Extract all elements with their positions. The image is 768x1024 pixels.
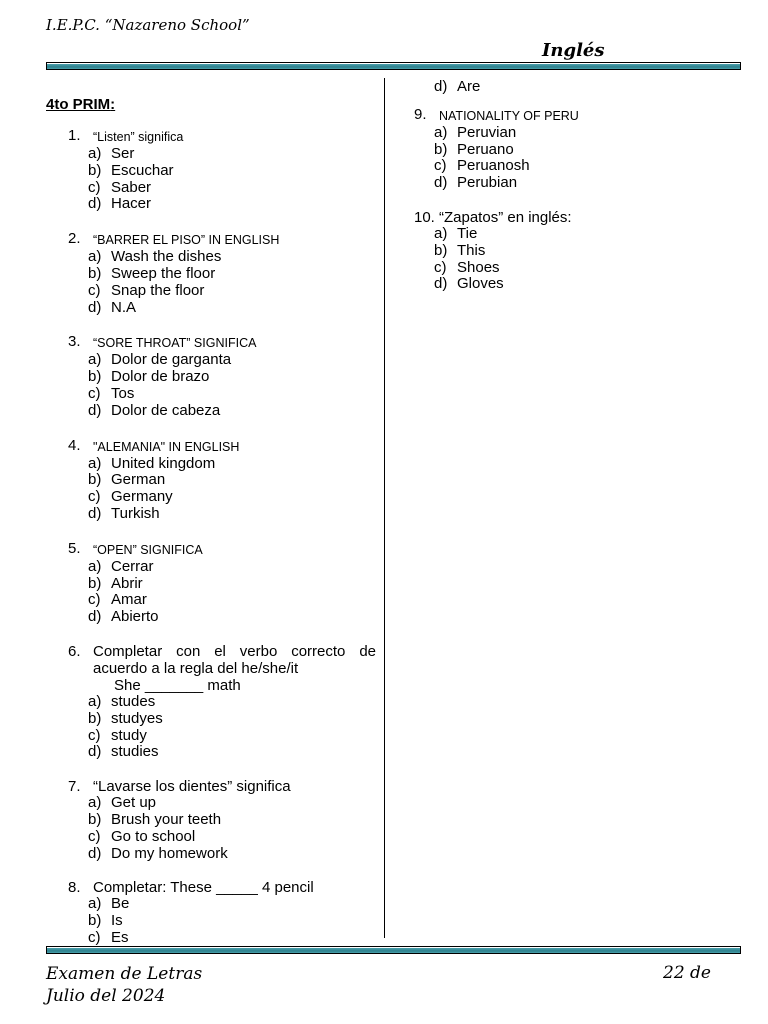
question — [68, 778, 376, 862]
answer-option — [88, 694, 376, 711]
answer-option — [88, 489, 376, 506]
option-text: Es — [111, 928, 129, 946]
question-stem: “SORE THROAT” SIGNIFICA — [93, 336, 257, 351]
option-letter: a) — [88, 248, 102, 266]
column-divider — [384, 78, 385, 938]
option-text: N.A — [111, 298, 137, 316]
options-list — [68, 146, 376, 213]
continued-options — [414, 79, 744, 96]
option-letter: c) — [88, 827, 101, 845]
question-number: 9. — [414, 105, 427, 123]
option-letter: c) — [88, 178, 101, 196]
option-letter: d) — [434, 275, 448, 293]
left-questions — [46, 127, 376, 947]
answer-option — [88, 506, 376, 523]
option-letter: b) — [88, 264, 102, 282]
answer-option — [88, 576, 376, 593]
option-text: study — [111, 726, 147, 744]
spacer — [46, 862, 376, 879]
spacer — [46, 761, 376, 778]
option-letter: c) — [88, 591, 101, 609]
answer-option — [88, 456, 376, 473]
question — [68, 437, 376, 523]
options-list — [414, 125, 744, 192]
subject-title: Inglés — [542, 40, 605, 61]
level-heading: 4to PRIM: — [46, 96, 116, 113]
answer-option — [88, 711, 376, 728]
spacer — [46, 316, 376, 333]
option-text: studies — [111, 743, 159, 761]
question-stem: “Listen” significa — [93, 130, 184, 144]
answer-option — [88, 896, 376, 913]
option-text: Be — [111, 895, 130, 913]
question-number: 2. — [68, 230, 81, 248]
option-text: Tos — [111, 384, 135, 402]
option-letter: a) — [88, 895, 102, 913]
answer-option — [434, 125, 744, 142]
option-letter: c) — [88, 488, 101, 506]
answer-option — [88, 913, 376, 930]
question-number: 3. — [68, 333, 81, 351]
answer-option — [88, 300, 376, 317]
answer-option — [88, 386, 376, 403]
question-number: 10. — [414, 208, 435, 226]
option-text: Germany — [111, 488, 173, 506]
option-text: Is — [111, 912, 123, 930]
question-number: 8. — [68, 879, 81, 897]
option-letter: d) — [88, 401, 102, 419]
option-text: Abierto — [111, 608, 159, 626]
footer-line-2: Julio del 2024 — [46, 986, 166, 1006]
spacer — [46, 420, 376, 437]
option-text: Abrir — [111, 574, 143, 592]
option-letter: a) — [88, 454, 102, 472]
option-text: Ser — [111, 145, 135, 162]
option-text: Peruvian — [457, 123, 517, 141]
options-list — [68, 352, 376, 419]
option-text: Perubian — [457, 174, 518, 192]
answer-option — [434, 276, 744, 293]
option-letter: b) — [88, 810, 102, 828]
option-text: Amar — [111, 591, 147, 609]
option-letter: a) — [88, 557, 102, 575]
option-letter: c) — [88, 726, 101, 744]
answer-option — [88, 795, 376, 812]
option-letter: d) — [88, 844, 102, 862]
question-number: 7. — [68, 778, 81, 796]
answer-option — [434, 79, 744, 96]
spacer — [46, 213, 376, 230]
option-letter: a) — [88, 351, 102, 369]
answer-option — [88, 283, 376, 300]
option-text: Dolor de garganta — [111, 351, 232, 369]
question — [68, 540, 376, 626]
question-stem: "ALEMANIA" IN ENGLISH — [93, 439, 240, 454]
option-letter: b) — [88, 368, 102, 386]
answer-option — [88, 369, 376, 386]
answer-option — [88, 249, 376, 266]
option-letter: d) — [434, 174, 448, 192]
answer-option — [88, 472, 376, 489]
option-letter: a) — [88, 692, 102, 710]
header-rule — [46, 62, 741, 70]
option-letter: a) — [434, 123, 448, 141]
question-stem: Completar: These _____ 4 pencil — [93, 879, 314, 897]
options-list — [68, 559, 376, 626]
answer-option — [88, 559, 376, 576]
question — [68, 230, 376, 316]
answer-option — [88, 846, 376, 863]
option-text: studes — [111, 692, 156, 710]
options-list — [68, 896, 376, 946]
question-number: 4. — [68, 436, 81, 454]
fill-in-blank: She _______ math — [114, 676, 241, 694]
spacer — [46, 626, 376, 643]
question — [414, 106, 744, 192]
option-letter: a) — [88, 794, 102, 812]
option-letter: b) — [88, 161, 102, 179]
option-letter: a) — [434, 224, 448, 242]
footer-rule — [46, 946, 741, 954]
footer-date: 22 de — [663, 963, 711, 983]
option-letter: c) — [88, 384, 101, 402]
option-letter: c) — [434, 157, 447, 175]
question-number: 1. — [68, 127, 81, 144]
answer-option — [88, 592, 376, 609]
question — [68, 333, 376, 419]
option-letter: d) — [88, 195, 102, 213]
spacer — [46, 523, 376, 540]
option-text: Snap the floor — [111, 281, 205, 299]
answer-option — [88, 728, 376, 745]
option-text: Hacer — [111, 195, 152, 213]
question-stem: “Zapatos” en inglés: — [439, 208, 572, 226]
option-text: Tie — [457, 224, 478, 242]
left-column — [46, 96, 376, 947]
option-text: Shoes — [457, 258, 500, 276]
answer-option — [88, 180, 376, 197]
answer-option — [434, 226, 744, 243]
option-text: Get up — [111, 794, 157, 812]
option-letter: b) — [88, 912, 102, 930]
option-text: Gloves — [457, 275, 504, 293]
question — [68, 127, 376, 213]
answer-option — [434, 158, 744, 175]
question — [68, 879, 376, 946]
option-text: Cerrar — [111, 557, 154, 575]
right-column — [414, 79, 744, 293]
option-letter: d) — [88, 504, 102, 522]
footer-line-1: Examen de Letras — [46, 964, 203, 984]
answer-option — [88, 146, 376, 163]
answer-option — [434, 142, 744, 159]
option-text: Dolor de cabeza — [111, 401, 221, 419]
question-stem: “BARRER EL PISO” IN ENGLISH — [93, 233, 280, 248]
option-letter: d) — [88, 743, 102, 761]
answer-option — [88, 744, 376, 761]
option-letter: c) — [88, 281, 101, 299]
school-name: I.E.P.C. “Nazareno School” — [46, 16, 250, 34]
answer-option — [88, 609, 376, 626]
option-letter: a) — [88, 145, 102, 162]
right-questions — [414, 106, 744, 293]
option-text: Saber — [111, 178, 152, 196]
options-list — [68, 249, 376, 316]
option-text: Wash the dishes — [111, 248, 222, 266]
answer-option — [88, 196, 376, 213]
option-letter: c) — [88, 928, 101, 946]
answer-option — [88, 352, 376, 369]
option-text: Sweep the floor — [111, 264, 216, 282]
option-text: Escuchar — [111, 161, 174, 179]
answer-option — [434, 260, 744, 277]
option-text: This — [457, 241, 486, 259]
option-letter: b) — [88, 471, 102, 489]
option-letter: d) — [434, 78, 448, 95]
option-text: German — [111, 471, 166, 489]
question-number: 6. — [68, 642, 81, 660]
answer-option — [88, 930, 376, 947]
option-text: Turkish — [111, 504, 160, 522]
option-text: Go to school — [111, 827, 196, 845]
option-text: Peruanosh — [457, 157, 530, 175]
option-text: Dolor de brazo — [111, 368, 210, 386]
option-text: United kingdom — [111, 454, 216, 472]
question — [414, 209, 744, 293]
option-letter: b) — [88, 574, 102, 592]
answer-option — [88, 266, 376, 283]
option-text: studyes — [111, 709, 163, 727]
options-list — [68, 795, 376, 862]
options-list — [414, 226, 744, 293]
question — [68, 643, 376, 761]
answer-option — [434, 243, 744, 260]
question-stem: “OPEN” SIGNIFICA — [93, 542, 203, 557]
question-stem: Completar con el verbo correcto de acuerdo a la regla del he/she/it — [93, 642, 376, 677]
answer-option — [88, 163, 376, 180]
option-letter: d) — [88, 608, 102, 626]
options-list — [68, 694, 376, 761]
option-text: Brush your teeth — [111, 810, 222, 828]
option-letter: b) — [88, 709, 102, 727]
answer-option — [88, 403, 376, 420]
options-list — [68, 456, 376, 523]
answer-option — [434, 175, 744, 192]
option-text: Do my homework — [111, 844, 228, 862]
option-letter: b) — [434, 241, 448, 259]
option-text: Are — [457, 78, 481, 95]
option-letter: d) — [88, 298, 102, 316]
question-stem: NATIONALITY OF PERU — [439, 108, 579, 123]
answer-option — [88, 812, 376, 829]
question-number: 5. — [68, 539, 81, 557]
option-letter: c) — [434, 258, 447, 276]
option-text: Peruano — [457, 140, 514, 158]
option-letter: b) — [434, 140, 448, 158]
question-stem: “Lavarse los dientes” significa — [93, 778, 291, 796]
spacer — [414, 192, 744, 209]
answer-option — [88, 829, 376, 846]
footer-exam — [46, 963, 202, 1007]
